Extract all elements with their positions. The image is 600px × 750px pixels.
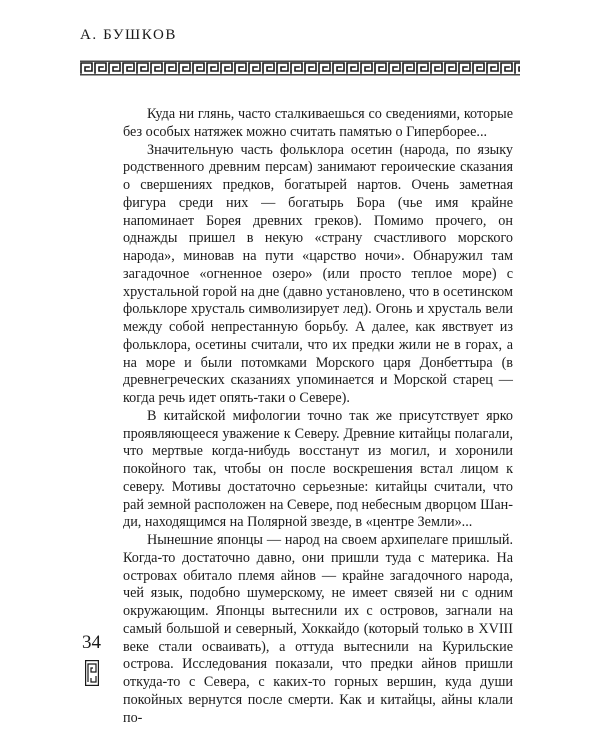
meander-border <box>80 60 520 76</box>
running-head-author: А. БУШКОВ <box>80 27 178 43</box>
paragraph-4: Нынешние японцы — народ на своем архипелаге пришлый. Когда-то достаточно давно, они пришли туда с материка. На островах обитало племя айнов — крайне загадочного народа, чей язык, подобно шумерскому, не имеет связей ни с одним окружающим. Японцы вытеснили их с островов, загнали на самый большой и северный, Хоккайдо (который только в XVIII веке стали осваивать), а оттуда вытеснили на Курильские острова. Исследования показали, что предки айнов пришли откуда-то с Севера, с каких-то горных вершин, куда души покойных вернутся после смерти. Как и китайцы, айны клали по- <box>123 532 513 726</box>
paragraph-2: Значительную часть фольклора осетин (народа, по языку родственного древним персам) занимают героические сказания о свершениях предков, богатырей нартов. Очень заметная фигура среди них — богатырь Бора (чье имя крайне напоминает Борея древних греков). Помимо прочего, он однажды пришел в некую «страну счастливого морского народа», миновав на пути «царство ночи». Обнаружил там загадочное «огненное озеро» (или просто теплое море) с хрустальной горой на дне (давно установлено, что в осетинском фольклоре хрусталь символизирует лед). Огонь и хрусталь вели между собой непрестанную борьбу. А далее, как явствует из фольклора, осетины считали, что их предки жили не в горах, а на море и были потомками Морского царя Донбеттыра (в древнегреческих сказаниях упоминается и Морской старец — когда речь идет опять-таки о Севере). <box>123 141 513 406</box>
page-number: 34 <box>82 632 101 653</box>
body-text <box>123 106 513 727</box>
meander-mark-icon <box>85 660 99 686</box>
paragraph-3: В китайской мифологии точно так же присутствует ярко проявляющееся уважение к Северу. Древние китайцы полагали, что мертвые когда-нибудь восстанут из могил, и хоронили покойного так, чтобы он после воскрешения встал лицом к северу. Мотивы достаточно серьезные: китайцы считали, что рай земной расположен на Севере, под небесным дворцом Шан-ди, находящимся на Полярной звезде, в «центре Земли»... <box>123 407 513 531</box>
paragraph-1: Куда ни глянь, часто сталкиваешься со сведениями, которые без особых натяжек можно считать памятью о Гиперборее... <box>123 106 513 140</box>
